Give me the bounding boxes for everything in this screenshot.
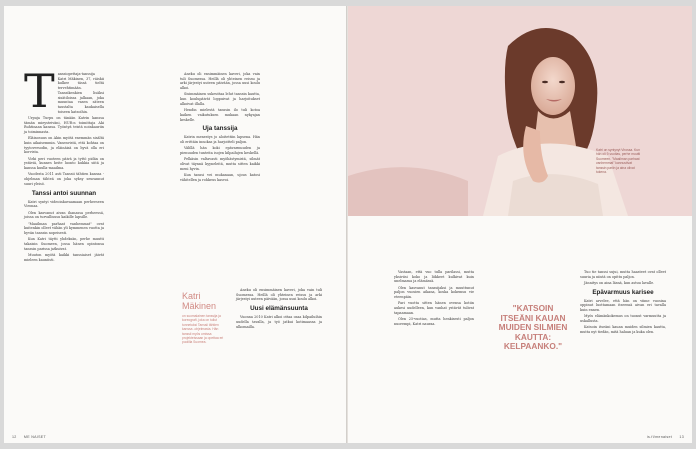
body-paragraph: Olen kasvanut aivan ihanassa perheessä, joissa on turvallisuus kaikille lapsille. <box>24 210 104 220</box>
body-paragraph: Tuo tie tanssi sujui, mutta haasteet ovat olleet suuria ja niistä on opittu paljon. <box>580 270 666 279</box>
pull-quote <box>496 304 570 352</box>
right-page <box>348 6 692 443</box>
section-label: ME NAISET <box>23 435 46 439</box>
article-column-4 <box>580 270 666 336</box>
body-paragraph: Kun tanssi vei mukanaan, ujous katosi vähitellen ja rohkeus kasvoi. <box>180 172 260 182</box>
body-paragraph: Hendin mielestä tanssin ilo tuli kotoa kaiken vaikutuksen mukaan nykyajan keskelle. <box>180 108 260 122</box>
body-paragraph: Välillä hän koki epävarmuuden ja pienuuden tunteita isojen kilpailujen keskellä. <box>180 146 260 155</box>
body-paragraph: Pelkäsin valtavasti myöhästymistä, silmät olivat täynnä kyyneleitä, mutta sitten kaikki meni hyvin. <box>180 157 260 171</box>
subheading: Epävarmuus karisee <box>592 288 654 296</box>
article-column-3 <box>394 270 474 328</box>
body-paragraph: Olen 25-vuotias, mutta henkisesti paljon nuorempi, Katri nauraa. <box>394 317 474 326</box>
body-paragraph: Urpuja Turpu on tänään Katrin kanssa tämän mieysteiväni, HUR:n toimittaja Aki Ruhtinaan kanssa. Työntyä teistä noinkauriin ja toiminnasta. <box>24 115 104 135</box>
body-paragraph: Sisimmäinen sukeuttaa lelut tanssin kautta, kun koulupäivät loppuivat ja harjoitukset alkoivat illalla. <box>180 92 260 106</box>
sidebox-text: on suomalainen tanssija ja koreografi, joka on tullut tunnetuksi Tanssii tähtien kanssa -ohjelmasta. Hän tanssii myös omissa projekteissaan ja opettaa eri puolilla Suomea. <box>182 314 224 345</box>
site-label: is.fi/menaiset <box>646 435 673 439</box>
article-column-2-lower <box>236 288 322 331</box>
pull-quote-text: "KATSOIN ITSEÄNI KAUAN MUIDEN SILMIEN KAUTTA: KELPAANKO." <box>498 303 568 351</box>
body-paragraph: Aneku oli ensimmäinen kaveri, joka vain tuli Suomessa. Heillä oli yhteinen reissu ja arki järjestyi uuteen päivään, jossa uusi koulu alkoi. <box>180 72 260 91</box>
body-paragraph: Vastaan, että vuo tulla parilassi, mutta yksiviisi koko ja liikkeet kulkivat kuin unelmassa ja elämässä. <box>394 270 474 284</box>
body-paragraph: Aneku oli ensimmäinen kaveri, joka vain tuli Suomessa. Heillä oli yhteinen reissu ja arki järjestyi uuteen päivään, jossa uusi koulu alkoi. <box>236 288 322 302</box>
article-column-2 <box>180 72 260 184</box>
body-paragraph: Katsoin itseäni kauan muiden silmien kautta, mutta nyt tiedän, mitä haluan ja kuka olen. <box>580 325 666 335</box>
body-paragraph: Vuonna 2010 Katri alkoi ottaa osaa kilpailuihin uudella tavalla, ja työ jatkui kotimaassa ja ulkomailla. <box>236 315 322 329</box>
body-paragraph: Olen kasvanut tanssijaksi ja muuttunut paljon vuosien aikana, koska kokemus vie eteenpäin. <box>394 285 474 300</box>
body-paragraph: Pari vuotta sitten hänen ovensa kotiin aukesi uudelleen, kun vanhat ystävät tulivat tapaamaan. <box>394 301 474 315</box>
body-paragraph: Eläinosuus on Akin myötä enemmän sisältä kuin aikaisemmin. Vanenvistä, että kohtaa on tyytoversodin, ja eläinäisä on hyvä olla eri korvista. <box>24 136 104 155</box>
left-page <box>4 6 346 443</box>
portrait-illustration <box>348 6 692 216</box>
body-paragraph: Virki peri vuoteen päivä ja tyttö pidän on ystäviä, kunnes heite luonto kukkia siitä ja kanssa kuulla-maailma. <box>24 156 104 171</box>
portrait-photo <box>348 6 692 216</box>
body-paragraph: Katrin menestys jo aloitettiin lapsena. Hän oli erittäin innokas ja harjoitteli paljon. <box>180 135 260 144</box>
article-column-1 <box>24 64 104 264</box>
body-paragraph: Vuodesta 2011 asti Tanssii tähtien kanssa -ohjelman tähteä on joka syksy seurannut suuri yleisö. <box>24 172 104 186</box>
subheading: Tanssi antoi suunnan <box>31 189 97 197</box>
body-paragraph: Katri syntyi videoinkuvaamaan perheeseen Vironaa. <box>24 199 104 209</box>
drop-cap: T <box>24 64 55 118</box>
subheading: Uja tanssija <box>202 125 238 133</box>
body-paragraph: Muuton myötä kaikki tanssiaiset jäivät mieleen kauniisti. <box>24 252 104 262</box>
body-paragraph: Kun Katri täytti yhdeksän, perhe muutti takaisin Suomeen, jossa hänen opintonsa tanssin parissa jatkuivat. <box>24 237 104 251</box>
sidebox-name: Katri Mäkinen <box>182 291 217 311</box>
page-footer <box>12 435 46 439</box>
page-number: 13 <box>679 435 684 439</box>
lead-paragraph: anssiopettaja-tanssija Katri Mäkinen, 37, räiskii kulkee tässä tieltä tervehtimään. Tanssikenkien lisäksi sisätiloissa jalkaan, joka muuntaa vasen säteen taustalta kaukaisella toiseen katsoihin. <box>57 72 104 114</box>
page-footer-right <box>647 435 684 439</box>
subheading: Uusi elämänsuunta <box>250 305 308 313</box>
body-paragraph: Katri arvelee, että hän on viime vuosina oppinut luottamaan itseensä aivan eri tavalla kuin ennen. <box>580 298 666 313</box>
page-number: 12 <box>12 435 17 439</box>
photo-caption: Katri on syntynyt Virossa. Kun hän oli 9-vuotias, perhe muutti Suomeen. "Maailman parhaat vanhemmat" kannustivat tanssin pariin ja aina olivat tukena. <box>596 148 641 175</box>
body-paragraph: "Maailman parhaat vanhemmat" ovat kuitenkin olleet vähän yli kymmenen vuotta ja hyvän tanssin nopeisesti. <box>24 221 104 235</box>
body-paragraph: Jännitys on aina läsnä, kun astuu lavalle. <box>584 281 655 285</box>
body-paragraph: Myös elämänkokemus on tuonut varmuutta ja uskallusta. <box>580 314 666 324</box>
